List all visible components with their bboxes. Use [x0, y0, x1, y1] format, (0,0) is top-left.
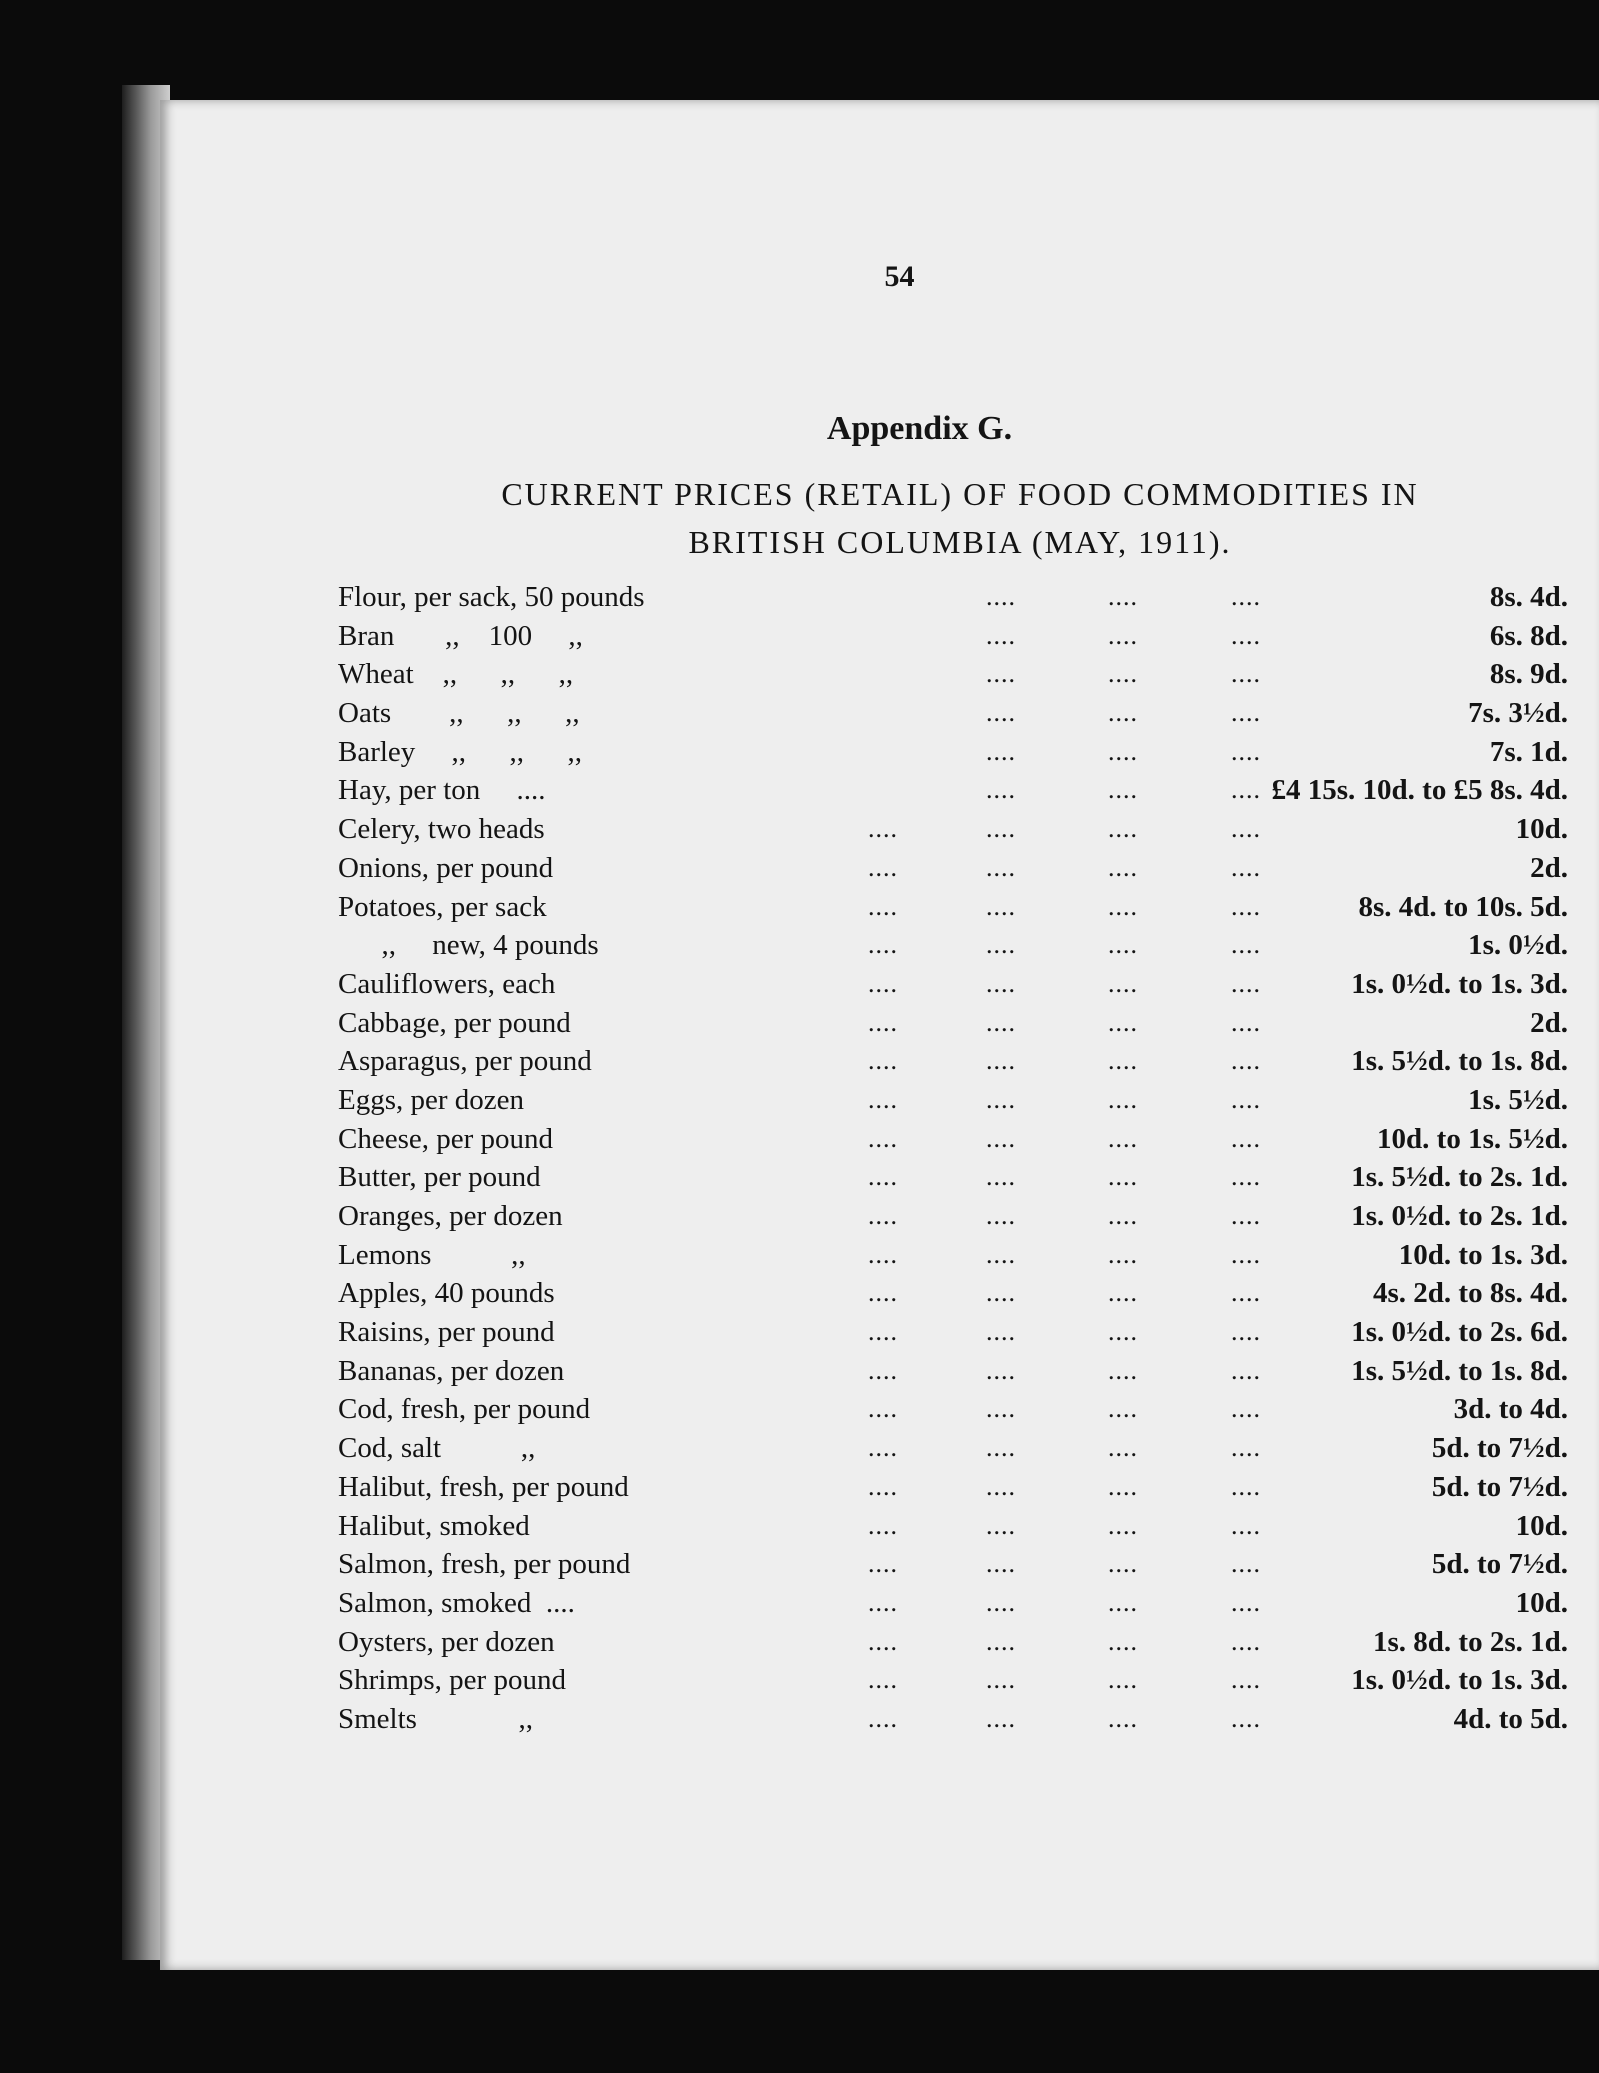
dot-leader: ....: [1108, 1084, 1138, 1114]
commodity-price: 1s. 5½d. to 1s. 8d.: [1351, 1354, 1568, 1387]
dot-leader: ....: [1108, 1587, 1138, 1617]
dot-leader: ....: [868, 1007, 898, 1037]
table-row: [338, 888, 1568, 927]
dot-leader: ....: [1231, 1278, 1261, 1308]
dot-leader: ....: [1108, 736, 1138, 766]
commodity-price: 4s. 2d. to 8s. 4d.: [1373, 1277, 1568, 1310]
dot-leader: ....: [1231, 1394, 1261, 1424]
commodity-price: 8s. 4d.: [1489, 581, 1568, 613]
dot-leader: ....: [986, 930, 1016, 960]
dot-leader: ....: [868, 1433, 898, 1463]
dot-leader: ....: [868, 1703, 898, 1733]
commodity-name: Lemons ,,: [338, 1238, 526, 1271]
dot-leader: ....: [1108, 1007, 1138, 1037]
table-row: [338, 1545, 1568, 1584]
dot-leader: ....: [1108, 1162, 1138, 1192]
dot-leader: ....: [1231, 1162, 1261, 1192]
table-row: [338, 578, 1568, 617]
dot-leader: ....: [986, 1317, 1016, 1347]
table-row: [338, 733, 1568, 772]
price-table: [338, 578, 1568, 1739]
dot-leader: ....: [868, 1471, 898, 1501]
dot-leader: ....: [1108, 582, 1138, 611]
commodity-price: 8s. 4d. to 10s. 5d.: [1358, 890, 1568, 923]
dot-leader: ....: [1231, 814, 1261, 844]
dot-leader: ....: [1108, 698, 1138, 728]
commodity-name: Barley ,, ,, ,,: [338, 735, 583, 768]
commodity-name: Onions, per pound: [338, 851, 554, 884]
dot-leader: ....: [1231, 1549, 1261, 1579]
dot-leader: ....: [1231, 968, 1261, 998]
table-row: [338, 1584, 1568, 1623]
commodity-name: Salmon, fresh, per pound: [338, 1548, 631, 1581]
dot-leader: ....: [986, 814, 1016, 844]
commodity-price: 10d. to 1s. 3d.: [1398, 1238, 1568, 1271]
table-row: [338, 1661, 1568, 1700]
commodity-name: Bran ,, 100 ,,: [338, 619, 583, 652]
dot-leader: ....: [1231, 775, 1261, 805]
table-row: [338, 926, 1568, 965]
dot-leader: ....: [1231, 1703, 1261, 1733]
dot-leader: ....: [1108, 775, 1138, 805]
table-row: [338, 810, 1568, 849]
dot-leader: ....: [986, 698, 1016, 728]
commodity-name: Salmon, smoked ....: [338, 1586, 575, 1619]
dot-leader: ....: [868, 1626, 898, 1656]
heading-line-1: CURRENT PRICES (RETAIL) OF FOOD COMMODITIES IN: [501, 476, 1419, 512]
heading-line-2: BRITISH COLUMBIA (MAY, 1911).: [688, 524, 1232, 560]
dot-leader: ....: [986, 1355, 1016, 1385]
table-row: [338, 1236, 1568, 1275]
commodity-price: 1s. 5½d.: [1468, 1083, 1568, 1116]
dot-leader: ....: [1108, 620, 1138, 650]
dot-leader: ....: [868, 1317, 898, 1347]
commodity-price: 1s. 0½d.: [1468, 929, 1568, 962]
dot-leader: ....: [986, 1394, 1016, 1424]
dot-leader: ....: [1108, 1278, 1138, 1308]
dot-leader: ....: [868, 891, 898, 921]
commodity-name: Asparagus, per pound: [338, 1045, 592, 1078]
dot-leader: ....: [1231, 1587, 1261, 1617]
dot-leader: ....: [1108, 659, 1138, 689]
dot-leader: ....: [1231, 1510, 1261, 1540]
dot-leader: ....: [1231, 930, 1261, 960]
dot-leader: ....: [986, 775, 1016, 805]
table-row: [338, 771, 1568, 810]
commodity-price: 2d.: [1530, 1006, 1568, 1039]
dot-leader: ....: [986, 1084, 1016, 1114]
dot-leader: ....: [986, 1587, 1016, 1617]
commodity-price: 7s. 1d.: [1489, 735, 1568, 768]
commodity-price: 7s. 3½d.: [1468, 697, 1568, 730]
dot-leader: ....: [868, 1355, 898, 1385]
dot-leader: ....: [1108, 1201, 1138, 1230]
dot-leader: ....: [986, 620, 1016, 650]
commodity-name: Cheese, per pound: [338, 1122, 554, 1155]
table-row: [338, 1120, 1568, 1159]
dot-leader: ....: [1231, 1201, 1261, 1230]
book-page: [160, 100, 1599, 1970]
dot-leader: ....: [1231, 698, 1261, 728]
commodity-name: Halibut, fresh, per pound: [338, 1470, 629, 1503]
dot-leader: ....: [1231, 620, 1261, 650]
commodity-price: 5d. to 7½d.: [1431, 1548, 1568, 1581]
commodity-price: 1s. 8d. to 2s. 1d.: [1373, 1625, 1568, 1658]
dot-leader: ....: [1231, 1471, 1261, 1501]
commodity-price: 1s. 0½d. to 1s. 3d.: [1351, 1664, 1568, 1697]
dot-leader: ....: [1108, 1665, 1138, 1695]
dot-leader: ....: [868, 1239, 898, 1269]
commodity-name: Oats ,, ,, ,,: [338, 697, 580, 730]
dot-leader: ....: [986, 1703, 1016, 1733]
table-row: [338, 1623, 1568, 1662]
dot-leader: ....: [986, 1046, 1016, 1076]
dot-leader: ....: [986, 1510, 1016, 1540]
dot-leader: ....: [1231, 1355, 1261, 1385]
dot-leader: ....: [1108, 1626, 1138, 1656]
commodity-name: Oranges, per dozen: [338, 1200, 563, 1232]
table-row: [338, 1197, 1568, 1236]
dot-leader: ....: [868, 1123, 898, 1153]
page-number: 54: [884, 260, 915, 293]
table-heading: [360, 470, 1560, 566]
table-row: [338, 1313, 1568, 1352]
table-row: [338, 1468, 1568, 1507]
table-row: [338, 1042, 1568, 1081]
dot-leader: ....: [1231, 1433, 1261, 1463]
commodity-price: 1s. 5½d. to 2s. 1d.: [1351, 1161, 1568, 1194]
commodity-price: 10d. to 1s. 5½d.: [1377, 1122, 1568, 1155]
commodity-name: Eggs, per dozen: [338, 1083, 525, 1116]
table-row: [338, 1429, 1568, 1468]
dot-leader: ....: [868, 1278, 898, 1308]
dot-leader: ....: [986, 1007, 1016, 1037]
dot-leader: ....: [1108, 1317, 1138, 1347]
dot-leader: ....: [1108, 1703, 1138, 1733]
dot-leader: ....: [1108, 1394, 1138, 1424]
commodity-price: 2d.: [1530, 851, 1568, 884]
commodity-name: Apples, 40 pounds: [338, 1277, 555, 1310]
dot-leader: ....: [986, 1549, 1016, 1579]
dot-leader: ....: [1108, 1239, 1138, 1269]
commodity-price: 10d.: [1515, 1586, 1568, 1619]
table-row: [338, 1081, 1568, 1120]
dot-leader: ....: [1108, 1549, 1138, 1579]
table-row: [338, 617, 1568, 656]
commodity-name: ,, new, 4 pounds: [338, 929, 599, 962]
commodity-price: 1s. 0½d. to 1s. 3d.: [1351, 967, 1568, 1000]
commodity-price: 8s. 9d.: [1489, 658, 1568, 691]
dot-leader: ....: [986, 1665, 1016, 1695]
commodity-name: Flour, per sack, 50 pounds: [338, 581, 645, 613]
dot-leader: ....: [868, 1549, 898, 1579]
dot-leader: ....: [986, 736, 1016, 766]
commodity-price: 1s. 0½d. to 2s. 6d.: [1351, 1316, 1568, 1349]
dot-leader: ....: [1108, 1123, 1138, 1153]
table-row: [338, 1158, 1568, 1197]
commodity-price: 4d. to 5d.: [1453, 1702, 1568, 1735]
commodity-price: 10d.: [1515, 813, 1568, 846]
table-row: [338, 1352, 1568, 1391]
commodity-price: 1s. 5½d. to 1s. 8d.: [1351, 1045, 1568, 1078]
commodity-price: 6s. 8d.: [1489, 619, 1568, 652]
table-row: [338, 1507, 1568, 1546]
dot-leader: ....: [868, 1162, 898, 1192]
dot-leader: ....: [1231, 891, 1261, 921]
dot-leader: ....: [986, 1123, 1016, 1153]
dot-leader: ....: [986, 582, 1016, 611]
dot-leader: ....: [868, 814, 898, 844]
dot-leader: ....: [868, 1394, 898, 1424]
dot-leader: ....: [1231, 582, 1261, 611]
dot-leader: ....: [986, 1471, 1016, 1501]
dot-leader: ....: [1108, 1046, 1138, 1076]
table-row: [338, 1390, 1568, 1429]
dot-leader: ....: [986, 1278, 1016, 1308]
dot-leader: ....: [1231, 736, 1261, 766]
table-row: [338, 1004, 1568, 1043]
table-row: [338, 694, 1568, 733]
dot-leader: ....: [868, 1201, 898, 1230]
commodity-name: Raisins, per pound: [338, 1316, 555, 1349]
dot-leader: ....: [1231, 1239, 1261, 1269]
dot-leader: ....: [1108, 852, 1138, 882]
commodity-name: Cod, salt ,,: [338, 1432, 536, 1465]
dot-leader: ....: [986, 1433, 1016, 1463]
dot-leader: ....: [868, 1665, 898, 1695]
table-row: [338, 849, 1568, 888]
dot-leader: ....: [868, 1084, 898, 1114]
commodity-name: Butter, per pound: [338, 1161, 541, 1194]
dot-leader: ....: [986, 852, 1016, 882]
dot-leader: ....: [986, 1201, 1016, 1230]
commodity-price: 5d. to 7½d.: [1431, 1470, 1568, 1503]
commodity-name: Oysters, per dozen: [338, 1625, 555, 1658]
dot-leader: ....: [868, 1587, 898, 1617]
commodity-name: Bananas, per dozen: [338, 1354, 565, 1387]
dot-leader: ....: [1108, 891, 1138, 921]
commodity-name: Cabbage, per pound: [338, 1006, 571, 1039]
dot-leader: ....: [1231, 1046, 1261, 1076]
dot-leader: ....: [1231, 852, 1261, 882]
dot-leader: ....: [1231, 1626, 1261, 1656]
dot-leader: ....: [1231, 1123, 1261, 1153]
dot-leader: ....: [868, 968, 898, 998]
dot-leader: ....: [986, 659, 1016, 689]
commodity-name: Cauliflowers, each: [338, 967, 556, 1000]
dot-leader: ....: [986, 1626, 1016, 1656]
dot-leader: ....: [1108, 814, 1138, 844]
dot-leader: ....: [1108, 930, 1138, 960]
commodity-name: Cod, fresh, per pound: [338, 1393, 591, 1426]
commodity-price: 3d. to 4d.: [1453, 1393, 1568, 1426]
commodity-name: Shrimps, per pound: [338, 1664, 566, 1697]
table-row: [338, 655, 1568, 694]
dot-leader: ....: [1231, 659, 1261, 689]
commodity-name: Wheat ,, ,, ,,: [338, 658, 574, 691]
dot-leader: ....: [1108, 1433, 1138, 1463]
dot-leader: ....: [868, 852, 898, 882]
table-row: [338, 1274, 1568, 1313]
dot-leader: ....: [986, 891, 1016, 921]
table-row: [338, 1700, 1568, 1739]
commodity-price: 5d. to 7½d.: [1431, 1432, 1568, 1465]
appendix-title: Appendix G.: [826, 410, 1013, 447]
dot-leader: ....: [868, 1046, 898, 1076]
dot-leader: ....: [986, 968, 1016, 998]
dot-leader: ....: [1231, 1665, 1261, 1695]
commodity-price: 10d.: [1515, 1509, 1568, 1542]
table-row: [338, 965, 1568, 1004]
commodity-price: 1s. 0½d. to 2s. 1d.: [1351, 1200, 1568, 1232]
dot-leader: ....: [1108, 1471, 1138, 1501]
dot-leader: ....: [1108, 1510, 1138, 1540]
dot-leader: ....: [1108, 968, 1138, 998]
commodity-name: Potatoes, per sack: [338, 890, 547, 923]
dot-leader: ....: [1108, 1355, 1138, 1385]
commodity-price: £4 15s. 10d. to £5 8s. 4d.: [1271, 774, 1568, 807]
commodity-name: Halibut, smoked: [338, 1509, 530, 1542]
commodity-name: Hay, per ton ....: [338, 774, 546, 807]
dot-leader: ....: [1231, 1317, 1261, 1347]
dot-leader: ....: [868, 1510, 898, 1540]
dot-leader: ....: [986, 1162, 1016, 1192]
dot-leader: ....: [1231, 1084, 1261, 1114]
dot-leader: ....: [986, 1239, 1016, 1269]
commodity-name: Celery, two heads: [338, 813, 545, 846]
commodity-name: Smelts ,,: [338, 1702, 533, 1735]
dot-leader: ....: [1231, 1007, 1261, 1037]
dot-leader: ....: [868, 930, 898, 960]
